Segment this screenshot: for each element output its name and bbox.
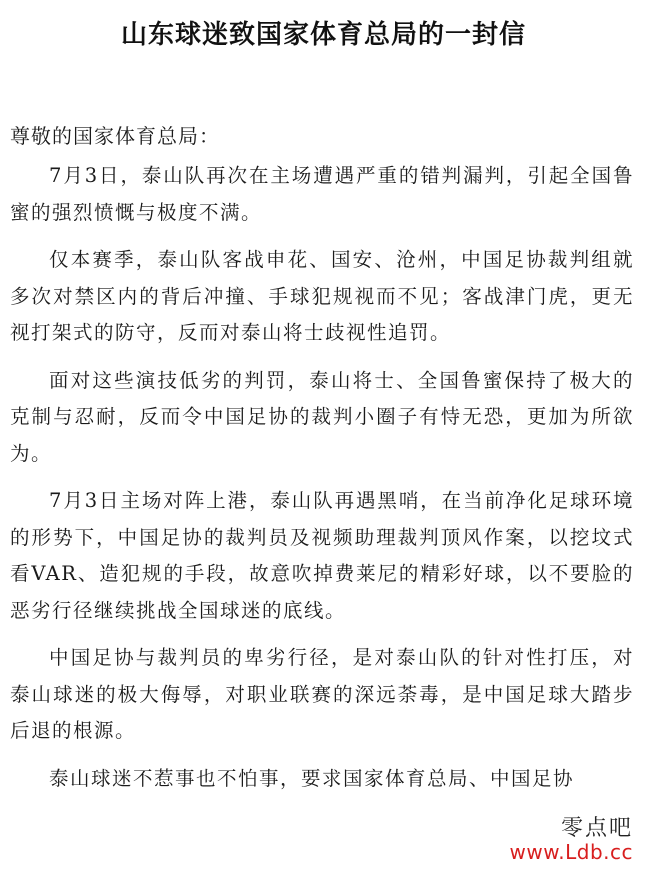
letter-paragraph-5: 中国足协与裁判员的卑劣行径，是对泰山队的针对性打压，对泰山球迷的极大侮辱，对职业联赛的深远荼毒，是中国足球大踏步后退的根源。 bbox=[10, 646, 634, 742]
letter-paragraph-2: 仅本赛季，泰山队客战申花、国安、沧州，中国足协裁判组就多次对禁区内的背后冲撞、手球犯规视而不见；客战津门虎，更无视打架式的防守，反而对泰山将士歧视性追罚。 bbox=[10, 248, 634, 344]
letter-paragraph-3: 面对这些演技低劣的判罚，泰山将士、全国鲁蜜保持了极大的克制与忍耐，反而令中国足协的裁判小圈子有恃无恐，更加为所欲为。 bbox=[10, 368, 634, 465]
letter-paragraph-6: 泰山球迷不惹事也不怕事，要求国家体育总局、中国足协 bbox=[49, 766, 575, 790]
site-watermark bbox=[506, 814, 637, 866]
watermark-url: www.Ldb.cc bbox=[509, 840, 633, 864]
watermark-name: 零点吧 bbox=[560, 815, 633, 841]
letter-salutation: 尊敬的国家体育总局： bbox=[10, 124, 220, 148]
letter-paragraph-1: 7月3日，泰山队再次在主场遭遇严重的错判漏判，引起全国鲁蜜的强烈愤慨与极度不满。 bbox=[10, 164, 634, 224]
letter-body bbox=[10, 158, 634, 808]
letter-paragraph-4: 7月3日主场对阵上港，泰山队再遇黑哨，在当前净化足球环境的形势下，中国足协的裁判员及视频助理裁判顶风作案，以挖坟式看VAR、造犯规的手段，故意吹掉费莱尼的精彩好球，以不要脸的恶劣行径继续挑战全国球迷的底线。 bbox=[10, 489, 634, 622]
letter-title: 山东球迷致国家体育总局的一封信 bbox=[120, 20, 526, 50]
